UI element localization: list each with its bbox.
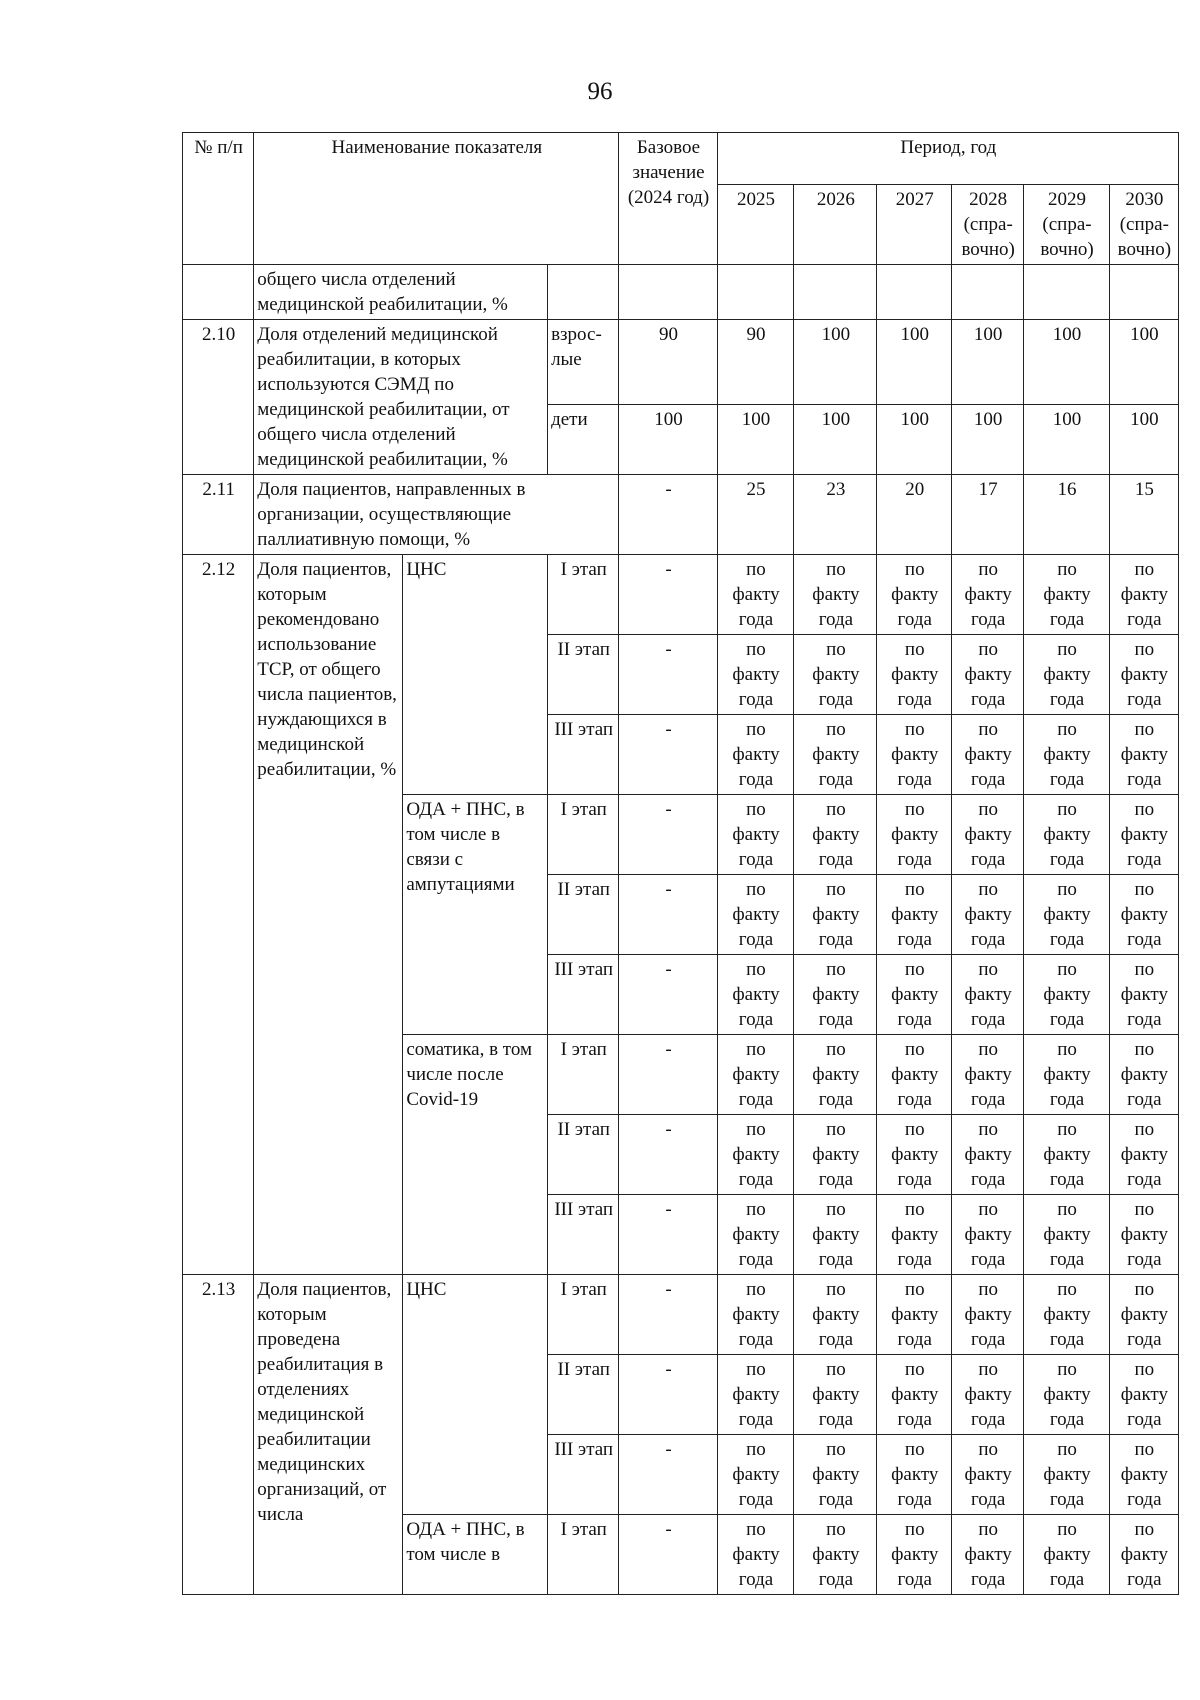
fact-cell: по факту года (717, 955, 794, 1035)
table-row (183, 320, 1179, 405)
year-value: 100 (794, 320, 877, 405)
fact-cell: по факту года (877, 715, 952, 795)
base-value: - (619, 875, 717, 955)
fact-cell: по факту года (1024, 1515, 1109, 1595)
page-number: 96 (587, 78, 613, 105)
year-value: 100 (1024, 404, 1109, 474)
fact-cell: по факту года (877, 1275, 952, 1355)
fact-cell: по факту года (717, 1515, 794, 1595)
group-label: соматика, в том числе после Covid-19 (403, 1035, 548, 1275)
header-base: Базовое значение (2024 год) (619, 133, 717, 265)
base-value: - (619, 1195, 717, 1275)
fact-cell: по факту года (877, 1195, 952, 1275)
stage-label: III этап (548, 1195, 619, 1275)
fact-cell: по факту года (794, 1035, 877, 1115)
fact-cell: по факту года (1024, 1035, 1109, 1115)
fact-cell: по факту года (1024, 1355, 1109, 1435)
indicators-table (182, 132, 1179, 1595)
fact-cell: по факту года (1109, 1515, 1178, 1595)
stage-label: III этап (548, 715, 619, 795)
fact-cell: по факту года (1109, 795, 1178, 875)
fact-cell: по факту года (1109, 1435, 1178, 1515)
header-year: 2030 (спра-вочно) (1109, 185, 1178, 265)
base-value: - (619, 1435, 717, 1515)
year-value: 100 (1024, 320, 1109, 405)
base-value: - (619, 1275, 717, 1355)
group-label: ОДА + ПНС, в том числе в (403, 1515, 548, 1595)
fact-cell: по факту года (952, 795, 1024, 875)
fact-cell: по факту года (717, 635, 794, 715)
fact-cell: по факту года (877, 1355, 952, 1435)
fact-cell: по факту года (1024, 795, 1109, 875)
year-value: 16 (1024, 475, 1109, 555)
header-year: 2026 (794, 185, 877, 265)
base-value: - (619, 555, 717, 635)
subgroup-label: взрос-лые (548, 320, 619, 405)
fact-cell: по факту года (1109, 635, 1178, 715)
fact-cell: по факту года (877, 795, 952, 875)
fact-cell: по факту года (717, 1355, 794, 1435)
row-number: 2.10 (183, 320, 254, 475)
stage-label: I этап (548, 1035, 619, 1115)
fact-cell: по факту года (1024, 1435, 1109, 1515)
indicator-name: Доля пациентов, направленных в организации, осуществляющие паллиативную помощи, % (254, 475, 619, 555)
fact-cell: по факту года (794, 635, 877, 715)
header-year: 2028 (спра-вочно) (952, 185, 1024, 265)
fact-cell: по факту года (952, 1115, 1024, 1195)
base-value: - (619, 475, 717, 555)
indicator-name: Доля пациентов, которым рекомендовано использование ТСР, от общего числа пациентов, нуждающихся в медицинской реабилитации, % (254, 555, 403, 1275)
fact-cell: по факту года (877, 875, 952, 955)
stage-label: I этап (548, 1275, 619, 1355)
fact-cell: по факту года (1109, 1355, 1178, 1435)
fact-cell: по факту года (952, 1035, 1024, 1115)
fact-cell: по факту года (952, 1435, 1024, 1515)
table-body (183, 133, 1179, 1595)
stage-label: II этап (548, 875, 619, 955)
stage-label: I этап (548, 795, 619, 875)
base-value: - (619, 1515, 717, 1595)
fact-cell: по факту года (1109, 1275, 1178, 1355)
fact-cell: по факту года (1109, 1115, 1178, 1195)
fact-cell: по факту года (1109, 955, 1178, 1035)
fact-cell: по факту года (1024, 715, 1109, 795)
fact-cell: по факту года (1024, 875, 1109, 955)
fact-cell: по факту года (794, 1435, 877, 1515)
indicator-name: общего числа отделений медицинской реабилитации, % (254, 265, 548, 320)
year-value: 90 (717, 320, 794, 405)
header-year: 2027 (877, 185, 952, 265)
base-value: - (619, 1355, 717, 1435)
fact-cell: по факту года (952, 955, 1024, 1035)
stage-label: II этап (548, 635, 619, 715)
row-number: 2.13 (183, 1275, 254, 1595)
indicator-name: Доля отделений медицинской реабилитации, в которых используются СЭМД по медицинской реабилитации, от общего числа отделений медицинской реабилитации, % (254, 320, 548, 475)
year-value: 100 (1109, 404, 1178, 474)
header-name: Наименование показателя (254, 133, 619, 265)
table-row (183, 1275, 1179, 1355)
indicator-name: Доля пациентов, которым проведена реабилитация в отделениях медицинской реабилитации медицинских организаций, от числа (254, 1275, 403, 1595)
year-value: 100 (877, 404, 952, 474)
fact-cell: по факту года (952, 555, 1024, 635)
table-row (183, 555, 1179, 635)
fact-cell: по факту года (952, 1515, 1024, 1595)
fact-cell: по факту года (717, 1435, 794, 1515)
base-value: 100 (619, 404, 717, 474)
fact-cell: по факту года (717, 1195, 794, 1275)
year-value: 100 (877, 320, 952, 405)
fact-cell: по факту года (794, 1275, 877, 1355)
base-value: - (619, 715, 717, 795)
year-value: 100 (717, 404, 794, 474)
fact-cell: по факту года (1024, 635, 1109, 715)
header-year: 2029 (спра-вочно) (1024, 185, 1109, 265)
fact-cell: по факту года (794, 1115, 877, 1195)
fact-cell: по факту года (1109, 715, 1178, 795)
fact-cell: по факту года (952, 715, 1024, 795)
year-value: 100 (1109, 320, 1178, 405)
fact-cell: по факту года (952, 635, 1024, 715)
fact-cell: по факту года (1109, 555, 1178, 635)
fact-cell: по факту года (1024, 1275, 1109, 1355)
year-value: 100 (952, 320, 1024, 405)
row-number: 2.12 (183, 555, 254, 1275)
year-value: 100 (794, 404, 877, 474)
fact-cell: по факту года (794, 955, 877, 1035)
stage-label: II этап (548, 1355, 619, 1435)
row-number: 2.11 (183, 475, 254, 555)
fact-cell: по факту года (952, 875, 1024, 955)
base-value: - (619, 1115, 717, 1195)
fact-cell: по факту года (1024, 955, 1109, 1035)
fact-cell: по факту года (877, 955, 952, 1035)
base-value: - (619, 635, 717, 715)
fact-cell: по факту года (877, 635, 952, 715)
fact-cell: по факту года (1024, 1115, 1109, 1195)
header-row (183, 133, 1179, 185)
fact-cell: по факту года (794, 795, 877, 875)
stage-label: I этап (548, 1515, 619, 1595)
group-label: ЦНС (403, 1275, 548, 1515)
fact-cell: по факту года (717, 1275, 794, 1355)
fact-cell: по факту года (794, 1355, 877, 1435)
base-value: 90 (619, 320, 717, 405)
stage-label: III этап (548, 955, 619, 1035)
fact-cell: по факту года (794, 555, 877, 635)
fact-cell: по факту года (794, 715, 877, 795)
fact-cell: по факту года (1024, 1195, 1109, 1275)
fact-cell: по факту года (1109, 875, 1178, 955)
base-value: - (619, 1035, 717, 1115)
fact-cell: по факту года (717, 715, 794, 795)
fact-cell: по факту года (794, 1515, 877, 1595)
stage-label: I этап (548, 555, 619, 635)
year-value: 100 (952, 404, 1024, 474)
fact-cell: по факту года (877, 1435, 952, 1515)
fact-cell: по факту года (877, 1035, 952, 1115)
fact-cell: по факту года (717, 795, 794, 875)
base-value: - (619, 795, 717, 875)
fact-cell: по факту года (877, 1515, 952, 1595)
group-label: ОДА + ПНС, в том числе в связи с ампутациями (403, 795, 548, 1035)
table-row (183, 475, 1179, 555)
stage-label: III этап (548, 1435, 619, 1515)
fact-cell: по факту года (717, 875, 794, 955)
fact-cell: по факту года (952, 1355, 1024, 1435)
base-value: - (619, 955, 717, 1035)
year-value: 25 (717, 475, 794, 555)
fact-cell: по факту года (877, 1115, 952, 1195)
subgroup-label: дети (548, 404, 619, 474)
fact-cell: по факту года (1109, 1195, 1178, 1275)
fact-cell: по факту года (717, 555, 794, 635)
header-year: 2025 (717, 185, 794, 265)
fact-cell: по факту года (1024, 555, 1109, 635)
header-num: № п/п (183, 133, 254, 265)
stage-label: II этап (548, 1115, 619, 1195)
fact-cell: по факту года (877, 555, 952, 635)
year-value: 15 (1109, 475, 1178, 555)
fact-cell: по факту года (794, 875, 877, 955)
fact-cell: по факту года (952, 1195, 1024, 1275)
fact-cell: по факту года (952, 1275, 1024, 1355)
group-label: ЦНС (403, 555, 548, 795)
fact-cell: по факту года (717, 1115, 794, 1195)
year-value: 23 (794, 475, 877, 555)
fact-cell: по факту года (794, 1195, 877, 1275)
year-value: 20 (877, 475, 952, 555)
table-row (183, 265, 1179, 320)
header-period: Период, год (717, 133, 1178, 185)
fact-cell: по факту года (717, 1035, 794, 1115)
fact-cell: по факту года (1109, 1035, 1178, 1115)
year-value: 17 (952, 475, 1024, 555)
